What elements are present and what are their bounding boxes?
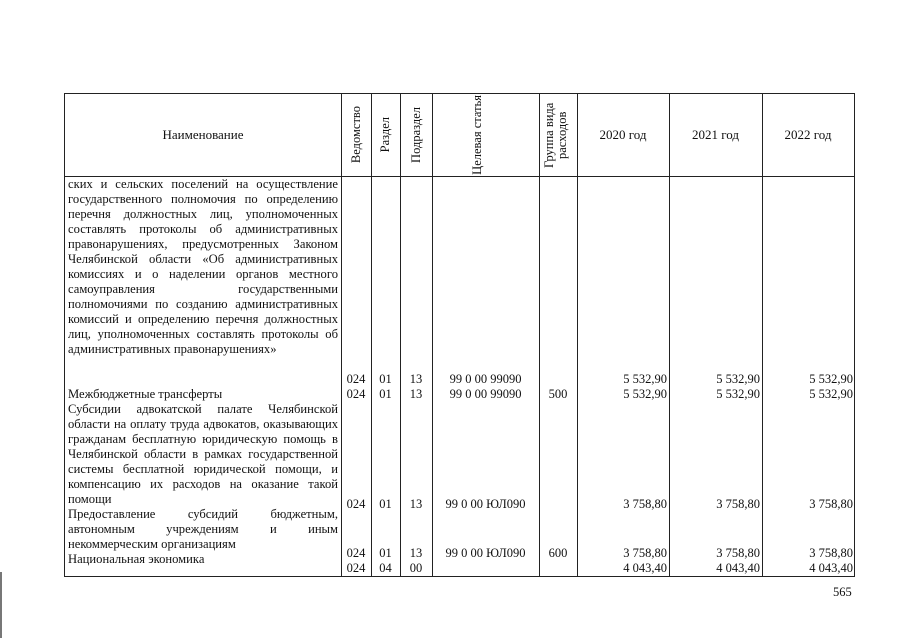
page-number: 565 (833, 585, 852, 599)
cell-pod: 13 (409, 387, 423, 401)
cell-2021: 4 043,40 (716, 561, 760, 575)
cell-grp (539, 561, 577, 576)
cell-ved: 024 (346, 497, 366, 511)
table-row (65, 546, 854, 561)
cell-2021: 5 532,90 (716, 372, 760, 386)
header-name: Наименование (162, 127, 244, 142)
cell-2021: 3 758,80 (716, 546, 760, 560)
name-text: Предоставление субсидий бюджетным, автономным учреждениям и иным некоммерческим организациям (68, 507, 338, 551)
cell-pod: 13 (409, 372, 423, 386)
cell-2020: 3 758,80 (623, 497, 667, 511)
cell-grp: 600 (548, 546, 568, 560)
cell-2022: 5 532,90 (809, 372, 853, 386)
table-row (65, 497, 854, 512)
header-2020: 2020 год (599, 127, 647, 142)
cell-pod: 13 (409, 546, 423, 560)
header-vedomstvo: Ведомство (348, 106, 363, 164)
name-text: Национальная экономика (68, 552, 205, 566)
cell-grp (539, 497, 577, 512)
cell-2020: 5 532,90 (623, 387, 667, 401)
budget-table (64, 93, 855, 577)
cell-ved: 024 (346, 561, 366, 575)
table-row (65, 561, 854, 576)
cell-cel: 99 0 00 99090 (449, 372, 522, 386)
name-text: Межбюджетные трансферты (68, 387, 223, 401)
cell-grp (539, 372, 577, 387)
cell-raz: 01 (379, 372, 392, 386)
cell-pod: 00 (409, 561, 423, 575)
cell-raz: 01 (379, 497, 392, 511)
cell-ved: 024 (346, 372, 366, 386)
cell-2022: 5 532,90 (809, 387, 853, 401)
cell-cel: 99 0 00 ЮЛ090 (445, 497, 526, 511)
cell-pod: 13 (409, 497, 423, 511)
header-razdel: Раздел (378, 117, 392, 153)
cell-ved: 024 (346, 546, 366, 560)
table-row (65, 372, 854, 387)
cell-cel: 99 0 00 99090 (449, 387, 522, 401)
cell-2022: 3 758,80 (809, 497, 853, 511)
cell-grp: 500 (548, 387, 568, 401)
cell-raz: 01 (379, 546, 392, 560)
header-2022: 2022 год (784, 127, 832, 142)
scan-edge (0, 572, 2, 638)
header-gruppa: Группа вида расходов (542, 102, 569, 168)
cell-2020: 5 532,90 (623, 372, 667, 386)
cell-raz: 04 (379, 561, 392, 575)
header-2021: 2021 год (692, 127, 739, 142)
cell-cel (432, 561, 539, 576)
cell-2020: 3 758,80 (623, 546, 667, 560)
name-text: Субсидии адвокатской палате Челябинской области на оплату труда адвокатов, оказывающих гражданам бесплатную юридическую помощь в Челябинской области в рамках государственной системы бесплатной юридической помощи, и компенсацию их расходов на оказание такой помощи (68, 402, 338, 506)
header-celevaya: Целевая статья (469, 95, 484, 175)
cell-2022: 4 043,40 (809, 561, 853, 575)
cell-2021: 5 532,90 (716, 387, 760, 401)
name-text: ских и сельских поселений на осуществление государственного полномочия по определению перечня должностных лиц, уполномоченных составлять протоколы об административных правонарушениях, предусмотренных Законом Челябинской области «Об административных комиссиях и о наделении органов местного самоуправления государственными полномочиями по созданию административных комиссий и определению перечня должностных лиц, уполномоченных составлять протоколы об административных правонарушениях» (68, 177, 338, 356)
table-row (65, 387, 854, 402)
cell-ved: 024 (346, 387, 366, 401)
cell-cel: 99 0 00 ЮЛ090 (445, 546, 526, 560)
cell-2020: 4 043,40 (623, 561, 667, 575)
header-podrazdel: Подраздел (408, 107, 423, 163)
cell-raz: 01 (379, 387, 392, 401)
cell-2022: 3 758,80 (809, 546, 853, 560)
cell-2021: 3 758,80 (716, 497, 760, 511)
